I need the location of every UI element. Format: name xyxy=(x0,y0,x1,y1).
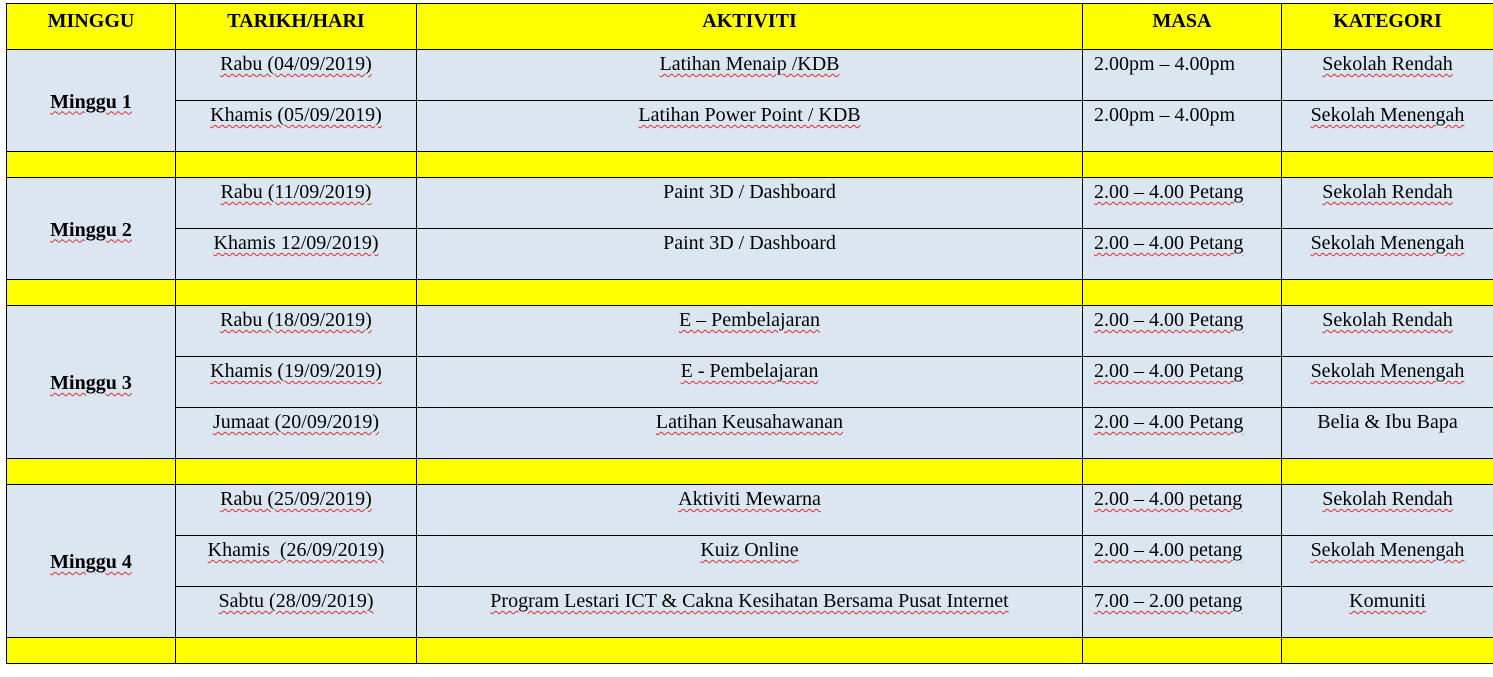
aktiviti-cell: Paint 3D / Dashboard xyxy=(417,229,1083,280)
kategori-cell: Sekolah Rendah xyxy=(1282,485,1493,536)
aktiviti-cell: E – Pembelajaran xyxy=(417,306,1083,357)
kategori-cell: Sekolah Menengah xyxy=(1282,101,1493,152)
tarikh-cell: Sabtu (28/09/2019) xyxy=(176,587,417,638)
table-row xyxy=(7,229,1493,280)
aktiviti-cell: Latihan Keusahawanan xyxy=(417,408,1083,459)
week-label: Minggu 2 xyxy=(7,178,176,280)
tarikh-cell: Khamis 12/09/2019) xyxy=(176,229,417,280)
separator-row xyxy=(7,280,1493,306)
masa-cell: 2.00 – 4.00 Petang xyxy=(1083,408,1282,459)
week-label: Minggu 4 xyxy=(7,485,176,638)
aktiviti-cell: Paint 3D / Dashboard xyxy=(417,178,1083,229)
kategori-cell: Sekolah Menengah xyxy=(1282,357,1493,408)
masa-cell: 2.00 – 4.00 petang xyxy=(1083,485,1282,536)
header-kategori: KATEGORI xyxy=(1282,4,1493,50)
schedule-document xyxy=(6,3,1493,664)
week-label: Minggu 1 xyxy=(7,50,176,152)
aktiviti-cell: Latihan Menaip /KDB xyxy=(417,50,1083,101)
masa-cell: 2.00pm – 4.00pm xyxy=(1083,50,1282,101)
separator-row xyxy=(7,459,1493,485)
separator-row xyxy=(7,638,1493,664)
aktiviti-cell: Program Lestari ICT & Cakna Kesihatan Bersama Pusat Internet xyxy=(417,587,1083,638)
table-row xyxy=(7,536,1493,587)
table-row xyxy=(7,101,1493,152)
kategori-cell: Sekolah Rendah xyxy=(1282,306,1493,357)
masa-cell: 7.00 – 2.00 petang xyxy=(1083,587,1282,638)
week-label: Minggu 3 xyxy=(7,306,176,459)
tarikh-cell: Jumaat (20/09/2019) xyxy=(176,408,417,459)
tarikh-cell: Khamis (19/09/2019) xyxy=(176,357,417,408)
header-aktiviti: AKTIVITI xyxy=(417,4,1083,50)
schedule-table xyxy=(6,3,1493,664)
table-row xyxy=(7,306,1493,357)
aktiviti-cell: E - Pembelajaran xyxy=(417,357,1083,408)
aktiviti-cell: Aktiviti Mewarna xyxy=(417,485,1083,536)
masa-cell: 2.00 – 4.00 Petang xyxy=(1083,178,1282,229)
header-masa: MASA xyxy=(1083,4,1282,50)
separator-row xyxy=(7,152,1493,178)
table-row xyxy=(7,357,1493,408)
table-row xyxy=(7,178,1493,229)
tarikh-cell: Rabu (04/09/2019) xyxy=(176,50,417,101)
table-row xyxy=(7,485,1493,536)
tarikh-cell: Rabu (25/09/2019) xyxy=(176,485,417,536)
table-row xyxy=(7,408,1493,459)
kategori-cell: Sekolah Rendah xyxy=(1282,178,1493,229)
masa-cell: 2.00 – 4.00 Petang xyxy=(1083,229,1282,280)
kategori-cell: Belia & Ibu Bapa xyxy=(1282,408,1493,459)
table-row xyxy=(7,50,1493,101)
kategori-cell: Sekolah Rendah xyxy=(1282,50,1493,101)
header-row xyxy=(7,4,1493,50)
tarikh-cell: Khamis (26/09/2019) xyxy=(176,536,417,587)
header-tarikh-hari: TARIKH/HARI xyxy=(176,4,417,50)
masa-cell: 2.00pm – 4.00pm xyxy=(1083,101,1282,152)
tarikh-cell: Rabu (11/09/2019) xyxy=(176,178,417,229)
header-minggu: MINGGU xyxy=(7,4,176,50)
kategori-cell: Komuniti xyxy=(1282,587,1493,638)
tarikh-cell: Rabu (18/09/2019) xyxy=(176,306,417,357)
table-row xyxy=(7,587,1493,638)
tarikh-cell: Khamis (05/09/2019) xyxy=(176,101,417,152)
masa-cell: 2.00 – 4.00 Petang xyxy=(1083,357,1282,408)
aktiviti-cell: Latihan Power Point / KDB xyxy=(417,101,1083,152)
masa-cell: 2.00 – 4.00 petang xyxy=(1083,536,1282,587)
kategori-cell: Sekolah Menengah xyxy=(1282,229,1493,280)
kategori-cell: Sekolah Menengah xyxy=(1282,536,1493,587)
aktiviti-cell: Kuiz Online xyxy=(417,536,1083,587)
masa-cell: 2.00 – 4.00 Petang xyxy=(1083,306,1282,357)
